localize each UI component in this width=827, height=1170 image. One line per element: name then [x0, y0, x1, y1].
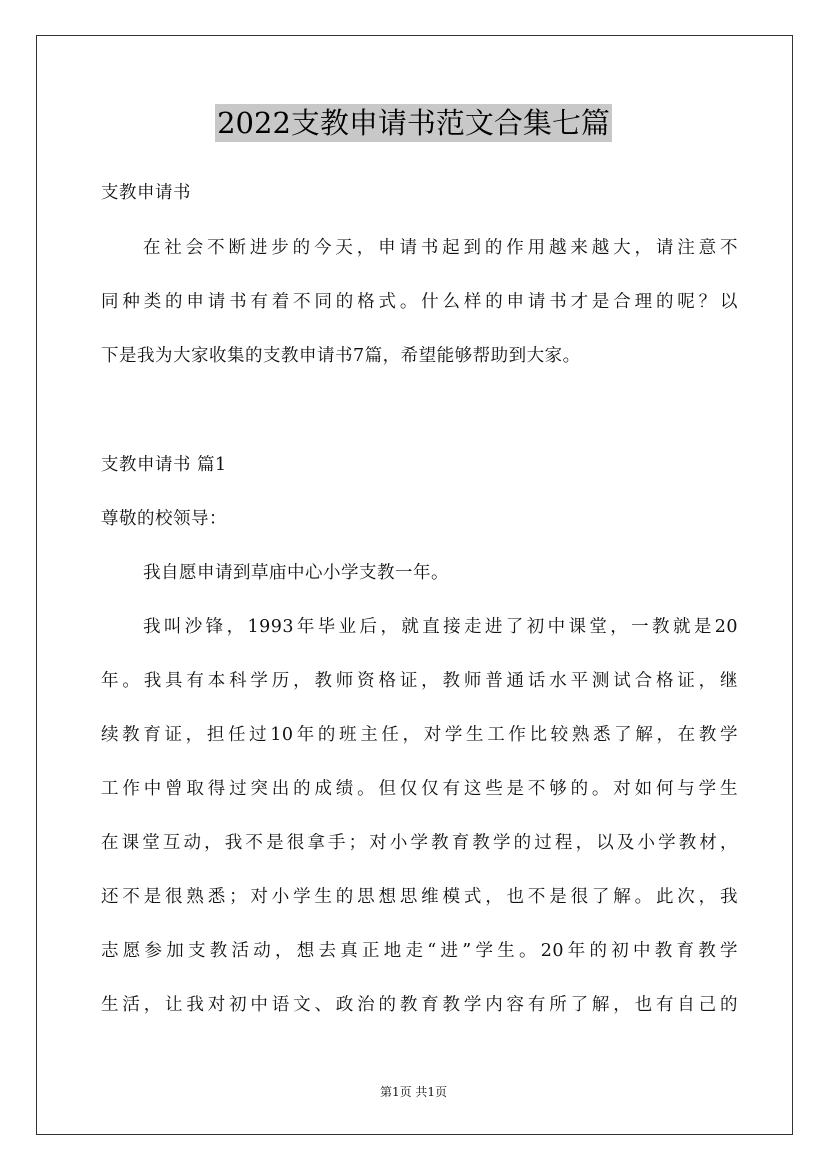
paragraph-line: 我自愿申请到草庙中心小学支教一年。 — [143, 563, 449, 583]
title-wrap — [0, 104, 827, 142]
document-title: 2022支教申请书范文合集七篇 — [217, 106, 610, 140]
paragraph-line: 我叫沙锋，1993年毕业后，就直接走进了初中课堂，一教就是20 — [143, 617, 738, 637]
paragraph-line: 生活，让我对初中语文、政治的教育教学内容有所了解，也有自己的 — [101, 995, 738, 1015]
paragraph-line: 续教育证，担任过10年的班主任，对学生工作比较熟悉了解，在教学 — [101, 725, 738, 745]
paragraph-line: 同种类的申请书有着不同的格式。什么样的申请书才是合理的呢？以 — [101, 292, 738, 312]
paragraph-line: 在社会不断进步的今天，申请书起到的作用越来越大，请注意不 — [143, 238, 738, 258]
paragraph-line: 年。我具有本科学历，教师资格证，教师普通话水平测试合格证，继 — [101, 671, 738, 691]
salutation: 尊敬的校领导： — [101, 509, 227, 529]
page-footer: 第1页 共1页 — [379, 1085, 448, 1099]
heading-line: 支教申请书 — [101, 183, 191, 203]
paragraph-line: 还不是很熟悉；对小学生的思想思维模式，也不是很了解。此次，我 — [101, 887, 738, 907]
section-heading: 支教申请书 篇1 — [101, 455, 227, 475]
paragraph-line: 在课堂互动，我不是很拿手；对小学教育教学的过程，以及小学教材， — [101, 833, 738, 853]
paragraph-line: 下是我为大家收集的支教申请书7篇，希望能够帮助到大家。 — [101, 346, 581, 366]
paragraph-line: 工作中曾取得过突出的成绩。但仅仅有这些是不够的。对如何与学生 — [101, 779, 738, 799]
paragraph-line: 志愿参加支教活动，想去真正地走“进”学生。20年的初中教育教学 — [101, 941, 738, 961]
